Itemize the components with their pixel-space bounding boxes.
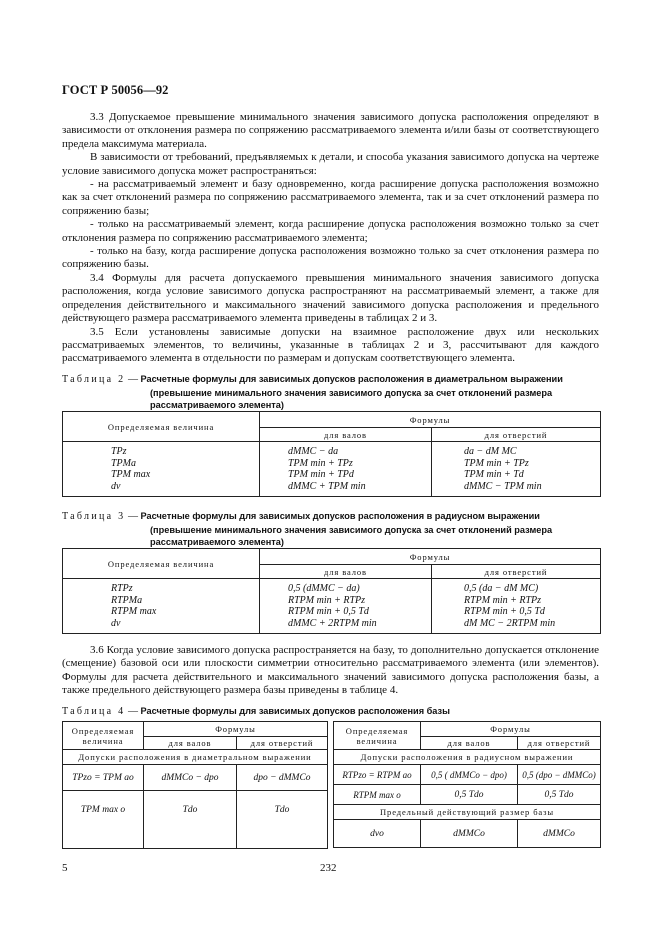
table2-title: Расчетные формулы для зависимых допусков расположения в диаметральном выражении (140, 374, 563, 384)
table2-head-shafts: для валов (260, 428, 432, 442)
table4-caption: Таблица 4 — Расчетные формулы для зависимых допусков расположения базы (62, 706, 450, 717)
table4r-head-holes: для отверстий (518, 737, 601, 750)
table2-caption: Таблица 2 — Расчетные формулы для зависимых допусков расположения в диаметральном выражении (превышение минимального значения зависимого допуска за счет отклонений размера рассматриваемого элемента) (62, 373, 602, 412)
paragraph: - только на рассматриваемый элемент, когда расширение допуска расположения возможно только за счет отклонения размера по сопряжению рассматриваемого элемента; (62, 218, 599, 244)
table-cell: 0,5 (dMMC − da) (288, 583, 360, 594)
table-cell: RTPMa (111, 594, 143, 606)
table4r-head-shafts: для валов (421, 737, 518, 750)
table-cell: dMMCo (421, 820, 518, 848)
table3-title: Расчетные формулы для зависимых допусков расположения в радиусном выражении (140, 511, 540, 521)
table-cell: dMMC + TPM min (288, 480, 366, 492)
paragraph: 3.6 Когда условие зависимого допуска распространяется на базу, то дополнительно допускается отклонение (смещение) базовой оси или плоскости симметрии относительно рассматриваемого элемента (или элементов). Формулы для расчета действительного и максимального значений зависимого допуска расположения базы, а также предельного действующего размера базы приведены в таблице 4. (62, 644, 599, 697)
table4-left (62, 721, 328, 849)
table3-head-holes: для отверстий (432, 565, 601, 579)
table2-title-cont: рассматриваемого элемента) (150, 400, 284, 410)
table-cell: dvo (334, 820, 421, 848)
table3-label: Таблица 3 (62, 511, 126, 522)
table3-hole-formulas (432, 579, 601, 634)
table-cell: RTPz (111, 583, 133, 594)
table-cell: Tdo (237, 791, 328, 849)
paragraph: - только на базу, когда расширение допуска расположения возможно только за счет отклонения размера по сопряжению базы. (62, 245, 599, 271)
table2-hole-formulas (432, 442, 601, 497)
table-cell: RTPM max (111, 606, 157, 617)
table-cell: dM MC − 2RTPM min (464, 617, 556, 629)
table2-title-cont: (превышение минимального значения зависимого допуска за счет отклонений размера (150, 387, 553, 398)
paragraph: В зависимости от требований, предъявляемых к детали, и способа указания зависимого допуска на чертеже условие зависимого допуска может распространяться: (62, 151, 599, 177)
table3-head-shafts: для валов (260, 565, 432, 579)
table-cell: 0,5 ( dMMCo − dpo) (421, 765, 518, 785)
table-cell: TPzo = TPM ao (63, 765, 144, 791)
table3-head-formulas: Формулы (260, 549, 601, 565)
table-cell: TPM min + TPd (288, 469, 354, 480)
table2 (62, 411, 601, 497)
table-cell: dMMCo (518, 820, 601, 848)
table3-title-cont: рассматриваемого элемента) (150, 537, 284, 547)
table-cell: TPM min + Td (464, 469, 524, 480)
table-cell: RTPM min + RTPz (464, 594, 542, 606)
table-cell: 0,5 (da − dM MC) (464, 583, 539, 594)
table-cell: dv (111, 480, 121, 492)
table4l-head-quantity: Определяемая величина (63, 722, 144, 750)
paragraph: - на рассматриваемый элемент и базу одновременно, когда расширение допуска расположения возможно как за счет отклонений размера по сопряжению рассматриваемого элемента, так и за счет отклонений размера по сопряжению базы; (62, 178, 599, 217)
table-cell: RTPzo = RTPM ao (334, 765, 421, 785)
table-cell: 0,5 (dpo − dMMCo) (518, 765, 601, 785)
page-number-left: 5 (62, 862, 68, 874)
table2-quantities (63, 442, 260, 497)
table-cell: TPM min + TPz (288, 457, 353, 469)
table4l-subhead: Допуски расположения в диаметральном выражении (63, 750, 328, 765)
table-cell: dMMC − TPM min (464, 480, 542, 492)
table-cell: TPz (111, 446, 127, 457)
table2-label: Таблица 2 (62, 374, 126, 385)
table-cell: Tdo (144, 791, 237, 849)
table4l-head-shafts: для валов (144, 737, 237, 750)
table3-head-quantity: Определяемая величина (63, 549, 260, 579)
table3-quantities (63, 579, 260, 634)
table3-caption: Таблица 3 — Расчетные формулы для зависимых допусков расположения в радиусном выражении (превышение минимального значения зависимого допуска за счет отклонений размера рассматриваемого элемента) (62, 510, 602, 549)
table2-head-formulas: Формулы (260, 412, 601, 428)
table2-head-holes: для отверстий (432, 428, 601, 442)
table-cell: TPM min + TPz (464, 457, 529, 469)
table3 (62, 548, 601, 634)
standard-header: ГОСТ Р 50056—92 (62, 83, 169, 97)
table-cell: RTPM min + RTPz (288, 594, 366, 606)
table-cell: 0,5 Tdo (421, 785, 518, 805)
table4l-head-formulas: Формулы (144, 722, 328, 737)
table-cell: dMMC − da (288, 446, 339, 457)
table2-head-quantity: Определяемая величина (63, 412, 260, 442)
table3-shaft-formulas (260, 579, 432, 634)
table4-title: Расчетные формулы для зависимых допусков расположения базы (140, 706, 450, 716)
table-cell: TPM max o (63, 791, 144, 849)
paragraph: 3.3 Допускаемое превышение минимального значения зависимого допуска расположения определяют в зависимости от отклонения размера по сопряжению рассматриваемого элемента и/или базы от соответствующего предела максимума материала. (62, 111, 599, 150)
paragraph: 3.4 Формулы для расчета допускаемого превышения минимального значения зависимого допуска расположения, когда условие зависимого допуска распространяют на рассматриваемый элемент, а также для определения действительного и максимального значений зависимого допуска расположения и предельного действующего размера рассматриваемого элемента приведены в таблицах 2 и 3. (62, 271, 599, 325)
table4-right (333, 721, 601, 848)
table-cell: RTPM min + 0,5 Td (464, 606, 545, 617)
table4r-subhead: Допуски расположения в радиусном выражении (334, 750, 601, 765)
table-cell: da − dM MC (464, 446, 517, 457)
table4l-head-holes: для отверстий (237, 737, 328, 750)
table-cell: dMMCo − dpo (144, 765, 237, 791)
table-cell: dv (111, 617, 121, 629)
table3-title-cont: (превышение минимального значения зависимого допуска за счет отклонений размера (150, 524, 553, 535)
table-cell: RTPM max o (334, 785, 421, 805)
table4-label: Таблица 4 (62, 706, 126, 717)
body-text-top (62, 111, 599, 366)
table-cell: TPM max (111, 469, 151, 480)
table-cell: dMMC + 2RTPM min (288, 617, 377, 629)
body-text-36 (62, 644, 599, 698)
table4r-head-quantity: Определяемая величина (334, 722, 421, 750)
table4r-subhead-2: Предельный действующий размер базы (334, 805, 601, 820)
table4r-head-formulas: Формулы (421, 722, 601, 737)
table2-shaft-formulas (260, 442, 432, 497)
table-cell: dpo − dMMCo (237, 765, 328, 791)
table-cell: TPMa (111, 457, 136, 469)
table-cell: RTPM min + 0,5 Td (288, 606, 369, 617)
table-cell: 0,5 Tdo (518, 785, 601, 805)
paragraph: 3.5 Если установлены зависимые допуски на взаимное расположение двух или нескольких рассматриваемых элементов, то величины, указанные в таблицах 2 и 3, рассчитывают для каждого рассматриваемого элемента в отдельности по размерам и допускам соответствующего элемента. (62, 325, 599, 365)
page-number-center: 232 (320, 862, 337, 874)
